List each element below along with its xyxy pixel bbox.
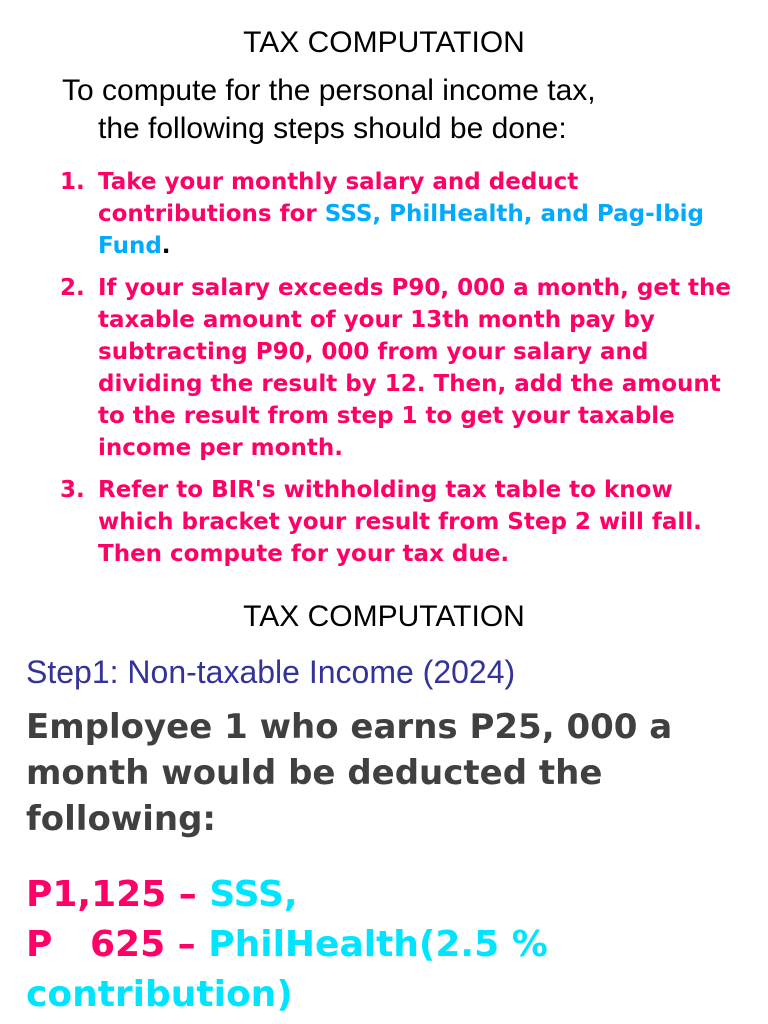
deduction-dash: – <box>166 874 210 915</box>
employee-description: Employee 1 who earns P25, 000 a month would be deducted the following: <box>26 707 673 839</box>
step-text: Refer to BIR's withholding tax table to know which bracket your result from Step 2 will fall. Then compute for your tax due. <box>98 477 702 567</box>
deduction-label: SSS, <box>209 874 298 915</box>
step-text-main: Take your monthly salary and deduct contributions for <box>98 169 579 227</box>
intro-paragraph <box>62 72 742 148</box>
deduction-row-philhealth <box>26 920 756 1020</box>
deduction-label: PhilHealth(2.5 % contribution) <box>26 924 561 1015</box>
step-text-highlight: SSS, PhilHealth, and Pag-Ibig Fund <box>98 201 705 259</box>
deduction-amount: P1,125 <box>26 874 167 915</box>
section-title: TAX COMPUTATION <box>243 600 525 633</box>
step-text-end: . <box>161 233 171 259</box>
intro-line-1: To compute for the personal income tax, <box>62 74 596 107</box>
deduction-dash: – <box>165 924 209 965</box>
step-item-3 <box>60 474 750 570</box>
steps-list <box>60 166 750 580</box>
step-text: If your salary exceeds P90, 000 a month, get the taxable amount of your 13th month pay by subtracting P90, 000 from your salary and dividing the result by 12. Then, add the amount to the result from step 1 to get your taxable income per month. <box>98 275 731 461</box>
step-item-1 <box>60 166 750 262</box>
step-item-2 <box>60 272 750 464</box>
intro-line-2: the following steps should be done: <box>98 112 567 145</box>
page-title: TAX COMPUTATION <box>243 26 525 59</box>
step-number: 3. <box>60 477 85 503</box>
step1-heading: Step1: Non-taxable Income (2024) <box>26 654 516 690</box>
deductions-list <box>26 870 756 1020</box>
step-number: 1. <box>60 169 85 195</box>
deduction-row-sss <box>26 870 756 920</box>
step-text <box>98 166 750 262</box>
deduction-amount: P 625 <box>26 924 166 965</box>
step-number: 2. <box>60 275 85 301</box>
